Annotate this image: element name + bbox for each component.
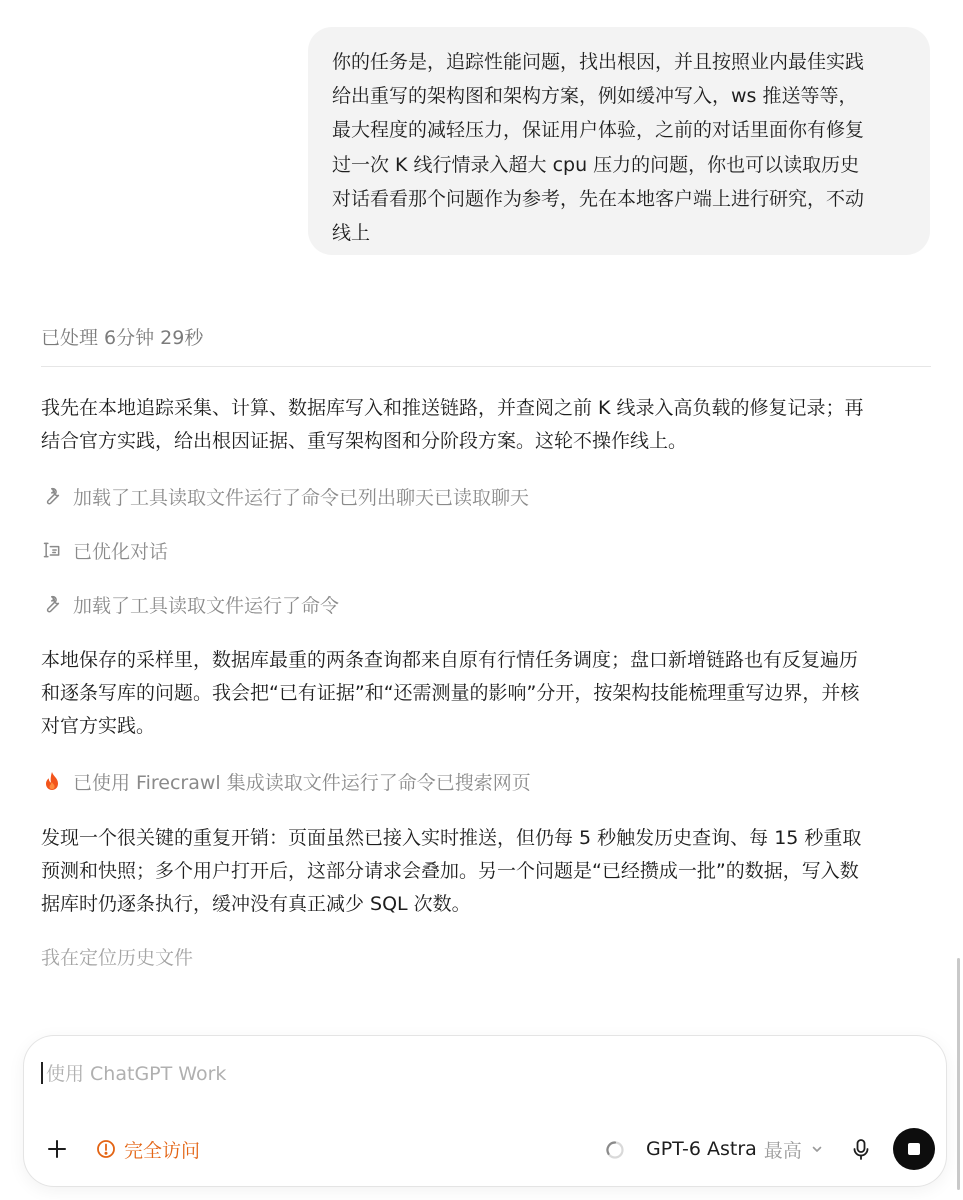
paragraph-line: 对官方实践。 xyxy=(41,715,156,737)
assistant-paragraph xyxy=(41,644,859,743)
optimize-chat-icon xyxy=(41,539,63,561)
assistant-paragraph xyxy=(41,822,861,921)
working-status: 我在定位历史文件 xyxy=(41,947,194,969)
user-message-line: 最大程度的减轻压力，保证用户体验，之前的对话里面你有修复 xyxy=(332,119,865,142)
tool-activity-row[interactable] xyxy=(41,589,339,619)
wrench-icon xyxy=(41,485,63,507)
paragraph-line: 发现一个很关键的重复开销：页面虽然已接入实时推送，但仍每 5 秒触发历史查询、每 15 秒重取 xyxy=(41,827,862,849)
paragraph-line: 结合官方实践，给出根因证据、重写架构图和分阶段方案。这轮不操作线上。 xyxy=(41,430,688,452)
model-level: 最高 xyxy=(763,1139,802,1162)
model-selector[interactable] xyxy=(646,1134,823,1164)
tool-activity-row[interactable] xyxy=(41,766,531,796)
tool-activity-text: 已使用 Firecrawl 集成读取文件运行了命令已搜索网页 xyxy=(73,771,531,794)
stop-generating-button[interactable] xyxy=(893,1128,935,1170)
user-message-line: 你的任务是，追踪性能问题，找出根因，并且按照业内最佳实践 xyxy=(332,51,865,73)
tool-activity-text: 加载了工具读取文件运行了命令已列出聊天已读取聊天 xyxy=(73,486,530,509)
microphone-icon xyxy=(851,1138,871,1162)
firecrawl-flame-icon xyxy=(41,770,63,792)
add-attachment-button[interactable] xyxy=(40,1132,74,1166)
paragraph-line: 据库时仍逐条执行，缓冲没有真正减少 SQL 次数。 xyxy=(41,893,471,915)
user-message-line: 线上 xyxy=(332,222,371,245)
user-message-line: 对话看看那个问题作为参考，先在本地客户端上进行研究，不动 xyxy=(332,187,865,210)
tool-activity-text: 加载了工具读取文件运行了命令 xyxy=(73,594,340,617)
paragraph-line: 我先在本地追踪采集、计算、数据库写入和推送链路，并查阅之前 K 线录入高负载的修复记录；再 xyxy=(41,397,864,419)
message-input[interactable] xyxy=(46,1059,746,1089)
user-message-line: 过一次 K 线行情录入超大 cpu 压力的问题，你也可以读取历史 xyxy=(332,153,860,176)
chevron-down-icon xyxy=(811,1143,823,1155)
wrench-icon xyxy=(41,593,63,615)
divider xyxy=(41,366,931,367)
user-message-line: 给出重写的架构图和架构方案，例如缓冲写入，ws 推送等等， xyxy=(332,85,858,108)
warning-circle-icon xyxy=(96,1139,116,1159)
full-access-label: 完全访问 xyxy=(124,1139,201,1162)
assistant-paragraph xyxy=(41,392,864,458)
plus-icon xyxy=(46,1138,68,1160)
voice-input-button[interactable] xyxy=(846,1134,876,1166)
stop-icon xyxy=(908,1143,920,1155)
paragraph-line: 本地保存的采样里，数据库最重的两条查询都来自原有行情任务调度；盘口新增链路也有反复遍历 xyxy=(41,649,859,671)
full-access-button[interactable] xyxy=(96,1133,200,1165)
text-caret xyxy=(41,1062,43,1084)
tool-activity-text: 已优化对话 xyxy=(73,540,169,563)
user-message-bubble xyxy=(308,27,930,255)
processed-duration[interactable]: 已处理 6分钟 29秒 xyxy=(41,327,204,349)
tool-activity-row[interactable] xyxy=(41,481,529,511)
scrollbar-thumb[interactable] xyxy=(957,958,960,1190)
loading-spinner-icon xyxy=(605,1140,625,1160)
tool-activity-row[interactable] xyxy=(41,535,168,565)
model-name: GPT-6 Astra xyxy=(646,1138,757,1160)
paragraph-line: 预测和快照；多个用户打开后，这部分请求会叠加。另一个问题是“已经攒成一批”的数据，写入数 xyxy=(41,860,859,882)
paragraph-line: 和逐条写库的问题。我会把“已有证据”和“还需测量的影响”分开，按架构技能梳理重写边界，并核 xyxy=(41,682,860,704)
